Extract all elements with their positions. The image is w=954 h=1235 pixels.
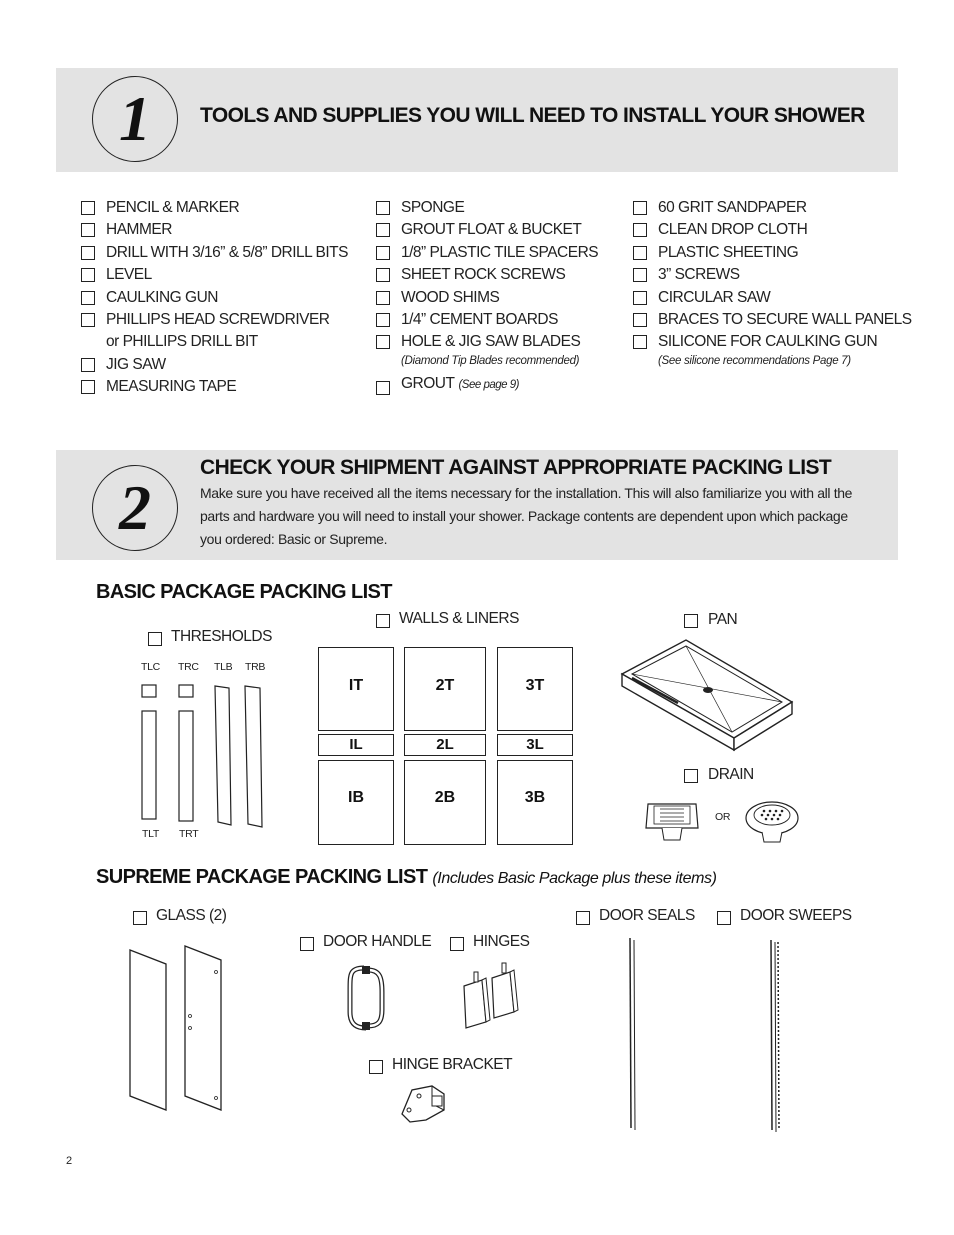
drain-or-label: OR — [715, 811, 731, 823]
page-number: 2 — [66, 1155, 72, 1167]
threshold-code-trt: TRT — [179, 828, 199, 840]
col2-item-6: HOLE & JIG SAW BLADES — [401, 333, 581, 351]
drain-label: DRAIN — [708, 766, 754, 783]
col2-item-1: GROUT FLOAT & BUCKET — [401, 221, 582, 239]
step2-number: 2 — [92, 465, 178, 551]
liner-3l: 3L — [497, 734, 573, 756]
col2-item-4: WOOD SHIMS — [401, 288, 500, 306]
col1-item-2: DRILL WITH 3/16” & 5/8” DRILL BITS — [106, 243, 348, 261]
wall-panel-2b: 2B — [404, 760, 486, 845]
grout-note: (See page 9) — [458, 379, 519, 391]
threshold-code-trb: TRB — [245, 661, 266, 673]
col1-item-5: PHILLIPS HEAD SCREWDRIVER — [106, 311, 330, 328]
threshold-code-tlb: TLB — [214, 661, 233, 673]
threshold-code-trc: TRC — [178, 661, 199, 673]
col3-item-3: 3” SCREWS — [658, 266, 740, 284]
col1-item-7: JIG SAW — [106, 355, 166, 373]
wall-panel-3t: 3T — [497, 647, 573, 731]
wall-panel-2t: 2T — [404, 647, 486, 731]
thresholds-label: THRESHOLDS — [171, 628, 272, 645]
col3-item-0: 60 GRIT SANDPAPER — [658, 199, 807, 216]
door-handle-label: DOOR HANDLE — [323, 933, 432, 950]
grout-label: GROUT — [401, 375, 455, 392]
wall-panel-1t: IT — [318, 647, 394, 731]
threshold-code-tlt: TLT — [142, 828, 159, 840]
col2-item-5: 1/4” CEMENT BOARDS — [401, 311, 558, 328]
col1-item-1: HAMMER — [106, 221, 172, 239]
col2-item-0: SPONGE — [401, 199, 465, 216]
pan-label: PAN — [708, 611, 738, 628]
col3-item-1: CLEAN DROP CLOTH — [658, 221, 808, 239]
door-sweeps-label: DOOR SWEEPS — [740, 907, 852, 924]
col3-item-6: SILICONE FOR CAULKING GUN — [658, 333, 878, 351]
supreme-package-title: SUPREME PACKAGE PACKING LIST — [96, 866, 428, 888]
col1-item-8: MEASURING TAPE — [106, 378, 237, 396]
door-seals-label: DOOR SEALS — [599, 907, 695, 924]
col3-item-5: BRACES TO SECURE WALL PANELS — [658, 311, 912, 328]
blades-note: (Diamond Tip Blades recommended) — [401, 355, 580, 367]
liner-2l: 2L — [404, 734, 486, 756]
col3-item-2: PLASTIC SHEETING — [658, 243, 799, 261]
col1-item-4: CAULKING GUN — [106, 288, 218, 306]
silicone-note: (See silicone recommendations Page 7) — [658, 355, 851, 367]
step1-title: TOOLS AND SUPPLIES YOU WILL NEED TO INSTALL YOUR SHOWER — [200, 104, 865, 127]
basic-package-heading: BASIC PACKAGE PACKING LIST — [96, 581, 392, 603]
col2-item-2: 1/8” PLASTIC TILE SPACERS — [401, 243, 599, 261]
liner-1l: IL — [318, 734, 394, 756]
glass-label: GLASS (2) — [156, 907, 227, 924]
col1-item-0: PENCIL & MARKER — [106, 199, 240, 216]
col3-item-4: CIRCULAR SAW — [658, 288, 771, 306]
step2-body: Make sure you have received all the items necessary for the installation. This will also familiarize you with all the parts and hardware you will need to install your shower. Package contents are dependent upon which package you ordered: Basic or Supreme. — [200, 485, 853, 547]
wall-panel-3b: 3B — [497, 760, 573, 845]
hinge-bracket-label: HINGE BRACKET — [392, 1056, 513, 1073]
walls-liners-label: WALLS & LINERS — [399, 610, 519, 627]
col1-item-6: or PHILLIPS DRILL BIT — [106, 333, 258, 351]
hinges-label: HINGES — [473, 933, 530, 950]
col2-item-3: SHEET ROCK SCREWS — [401, 266, 566, 284]
threshold-code-tlc: TLC — [141, 661, 160, 673]
col1-item-3: LEVEL — [106, 266, 152, 284]
step1-number: 1 — [92, 76, 178, 162]
step2-title: CHECK YOUR SHIPMENT AGAINST APPROPRIATE PACKING LIST — [200, 456, 832, 479]
wall-panel-1b: IB — [318, 760, 394, 845]
supreme-package-subtitle: (Includes Basic Package plus these items) — [432, 870, 717, 887]
